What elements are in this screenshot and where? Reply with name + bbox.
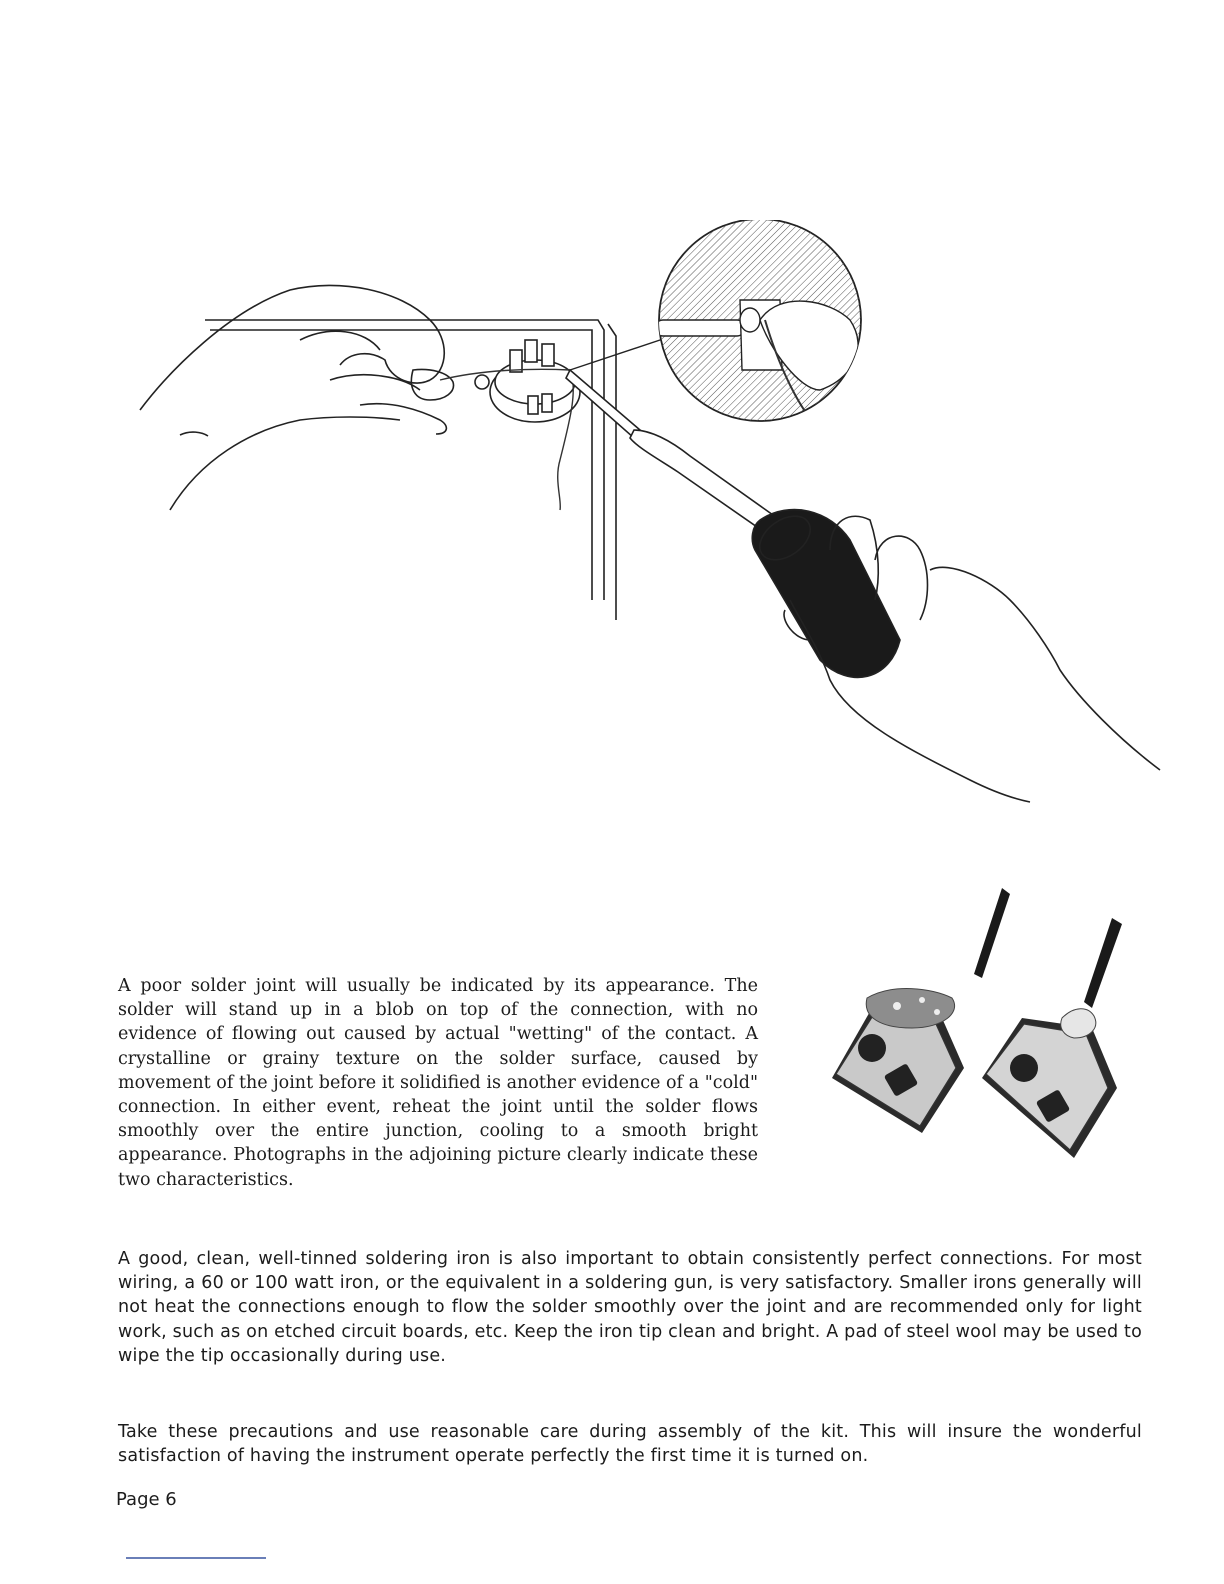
- magnified-detail: [655, 220, 861, 430]
- page-number: Page 6: [116, 1489, 177, 1510]
- tube-socket: [475, 340, 580, 422]
- good-joint-lug: [982, 918, 1122, 1158]
- footer-rule: [126, 1557, 266, 1559]
- paragraph-soldering-iron: A good, clean, well-tinned soldering iron is also important to obtain consistently perfect connections. For most wiring, a 60 or 100 watt iron, or the equivalent in a soldering gun, is very satisfactory. Smaller irons generally will not heat the connections enough to flow the solder smoothly over the joint and are recommended only for light work, such as on etched circuit boards, etc. Keep the iron tip clean and bright. A pad of steel wool may be used to wipe the tip occasionally during use.: [118, 1249, 1142, 1366]
- paragraph-poor-solder-joint: A poor solder joint will usually be indicated by its appearance. The solder will stand up in a blob on top of the connection, with no evidence of flowing out caused by actual "wetting" of the contact. A crystalline or grainy texture on the solder surface, caused by movement of the joint before it solidified is another evidence of a "cold" connection. In either event, reheat the joint until the solder flows smoothly over the entire junction, cooling to a smooth bright appearance. Photographs in the adjoining picture clearly indicate these two characteristics.: [118, 976, 758, 1190]
- left-hand: [140, 285, 453, 510]
- callout-line: [570, 338, 666, 370]
- paragraph-precautions: Take these precautions and use reasonable care during assembly of the kit. This will insure the wonderful satisfaction of having the instrument operate perfectly the first time it is turned on.: [118, 1422, 1142, 1467]
- soldering-illustration: [130, 220, 1170, 810]
- poor-joint-lug: [832, 888, 1010, 1133]
- solder-joint-photo: [812, 888, 1142, 1163]
